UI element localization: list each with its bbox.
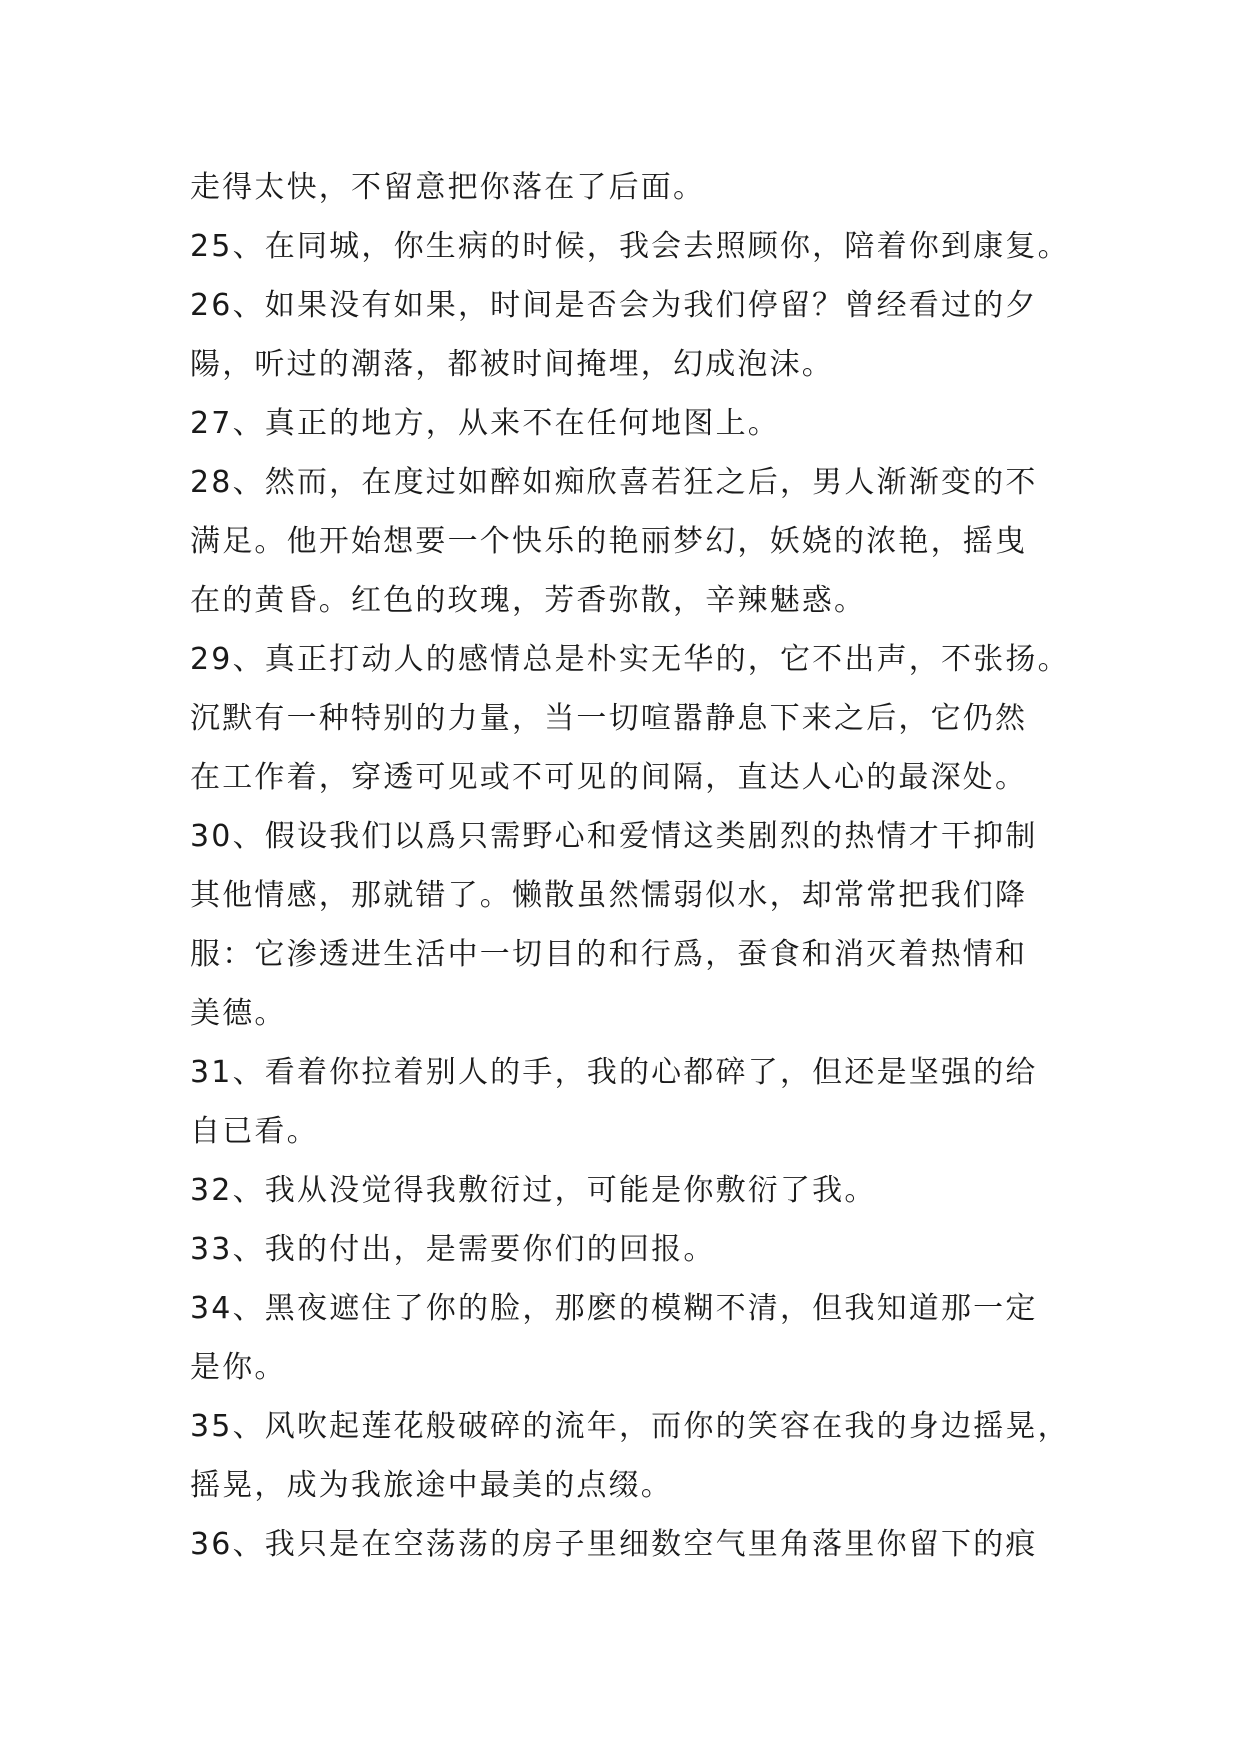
text-line: 27、真正的地方，从来不在任何地图上。 xyxy=(190,406,780,441)
text-line: 31、看着你拉着别人的手，我的心都碎了，但还是坚强的给 xyxy=(190,1055,1038,1090)
text-line: 32、我从没觉得我敷衍过，可能是你敷衍了我。 xyxy=(190,1173,877,1208)
text-line: 在工作着，穿透可见或不可见的间隔，直达人心的最深处。 xyxy=(190,760,1028,795)
text-line: 满足。他开始想要一个快乐的艳丽梦幻，妖娆的浓艳，摇曳 xyxy=(190,524,1028,559)
text-line: 36、我只是在空荡荡的房子里细数空气里角落里你留下的痕 xyxy=(190,1527,1038,1562)
text-line: 30、假设我们以爲只需野心和爱情这类剧烈的热情才干抑制 xyxy=(190,819,1038,854)
text-line: 29、真正打动人的感情总是朴实无华的，它不出声，不张扬。 xyxy=(190,642,1070,677)
text-line: 走得太快，不留意把你落在了后面。 xyxy=(190,170,706,205)
text-line: 35、风吹起莲花般破碎的流年，而你的笑容在我的身边摇晃， xyxy=(190,1409,1070,1444)
text-line: 34、黑夜遮住了你的脸，那麽的模糊不清，但我知道那一定 xyxy=(190,1291,1038,1326)
text-line: 其他情感，那就错了。懒散虽然懦弱似水，却常常把我们降 xyxy=(190,878,1028,913)
text-line: 是你。 xyxy=(190,1350,287,1385)
body-text xyxy=(190,158,1070,1574)
text-line: 自已看。 xyxy=(190,1114,319,1149)
text-line: 陽，听过的潮落，都被时间掩埋，幻成泡沫。 xyxy=(190,347,834,382)
text-line: 28、然而，在度过如醉如痴欣喜若狂之后，男人渐渐变的不 xyxy=(190,465,1038,500)
text-line: 摇晃，成为我旅途中最美的点缀。 xyxy=(190,1468,673,1503)
text-line: 26、如果没有如果，时间是否会为我们停留？曾经看过的夕 xyxy=(190,288,1038,323)
text-line: 25、在同城，你生病的时候，我会去照顾你，陪着你到康复。 xyxy=(190,229,1070,264)
text-line: 在的黄昏。红色的玫瑰，芳香弥散，辛辣魅惑。 xyxy=(190,583,867,618)
text-line: 美德。 xyxy=(190,996,287,1031)
text-line: 33、我的付出，是需要你们的回报。 xyxy=(190,1232,716,1267)
text-line: 服：它渗透进生活中一切目的和行爲，蚕食和消灭着热情和 xyxy=(190,937,1028,972)
text-line: 沉默有一种特别的力量，当一切喧嚣静息下来之后，它仍然 xyxy=(190,701,1028,736)
